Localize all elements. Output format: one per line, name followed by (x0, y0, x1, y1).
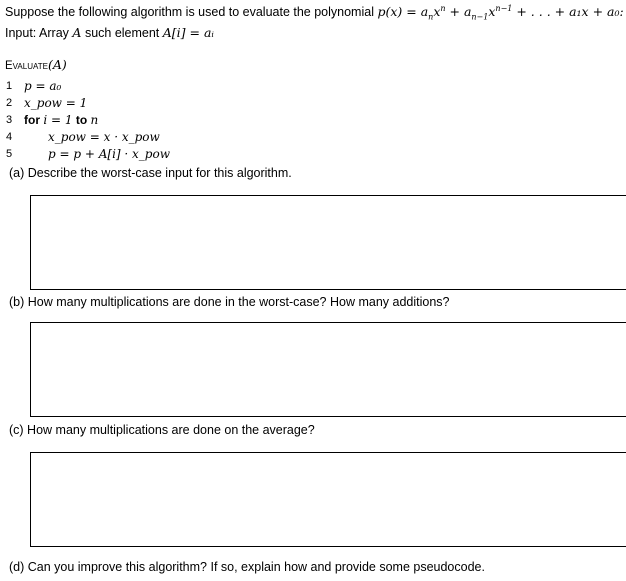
intro-text: Suppose the following algorithm is used to evaluate the polynomial (5, 5, 374, 19)
algo-line-3: for i = 1 to n (24, 113, 99, 127)
question-a: (a) Describe the worst-case input for this algorithm. (9, 166, 292, 180)
question-d: (d) Can you improve this algorithm? If so, explain how and provide some pseudocode. (9, 560, 485, 574)
algo-line-5: p = p + A[i] · x_pow (48, 147, 170, 161)
algorithm-arg: (A) (47, 57, 67, 72)
algorithm-header (5, 57, 67, 72)
input-line (5, 25, 214, 40)
line-number: 5 (6, 148, 13, 160)
algo-line-1: p = a₀ (24, 79, 62, 93)
algo-line-2: x_pow = 1 (24, 96, 88, 110)
answer-box-c[interactable] (30, 452, 626, 547)
line-number: 2 (6, 97, 13, 109)
algo-line-4: x_pow = x · x_pow (48, 130, 160, 144)
algorithm-name: Evaluate (5, 60, 48, 72)
answer-box-a[interactable] (30, 195, 626, 290)
input-var: A (72, 25, 82, 40)
input-text: such element (84, 26, 160, 40)
question-c: (c) How many multiplications are done on the average? (9, 423, 315, 437)
input-expr: A[i] = aᵢ (162, 25, 214, 40)
input-label: Input: Array (5, 26, 69, 40)
line-number: 3 (6, 114, 13, 126)
line-number: 4 (6, 131, 13, 143)
answer-box-b[interactable] (30, 322, 626, 417)
line-number: 1 (6, 80, 13, 92)
question-b: (b) How many multiplications are done in the worst-case? How many additions? (9, 295, 450, 309)
intro-line (5, 3, 624, 22)
intro-formula: $p(x) = a_nx^n + a_{n-1}x^{n-1}$ + . . . + a₁x + a₀: (377, 3, 624, 22)
